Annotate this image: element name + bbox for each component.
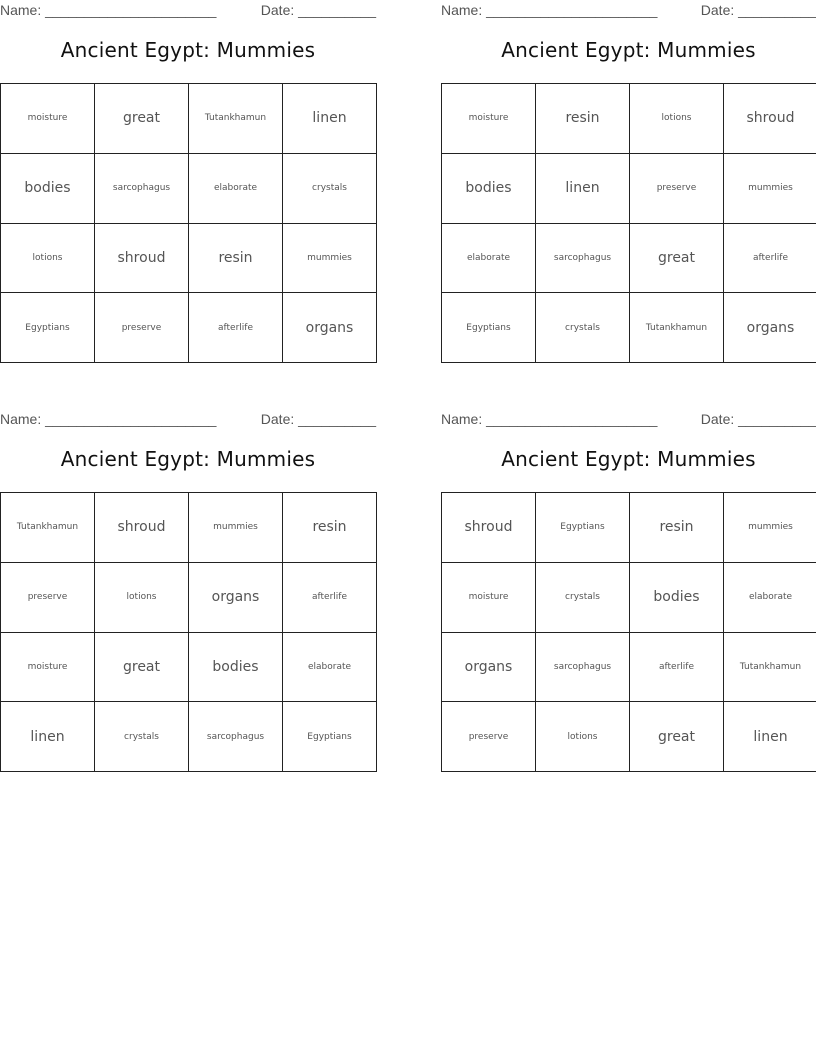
grid-cell: resin <box>189 223 283 293</box>
grid-cell: resin <box>283 493 377 563</box>
grid-cell: lotions <box>95 562 189 632</box>
name-field-label: Name: ______________________ <box>0 2 217 18</box>
grid-row <box>1 223 377 293</box>
grid-cell: Tutankhamun <box>1 493 95 563</box>
card-header <box>441 409 816 431</box>
grid-row <box>442 153 816 223</box>
card-header <box>0 409 376 431</box>
grid-cell: resin <box>536 84 630 154</box>
grid-cell: Egyptians <box>283 702 377 772</box>
grid-cell: linen <box>283 84 377 154</box>
grid-cell: great <box>95 84 189 154</box>
grid-cell: resin <box>630 493 724 563</box>
grid-cell: elaborate <box>724 562 816 632</box>
bingo-grid <box>0 492 377 772</box>
grid-row <box>1 562 377 632</box>
date-field-label: Date: __________ <box>700 411 816 427</box>
grid-cell: elaborate <box>283 632 377 702</box>
grid-row <box>1 702 377 772</box>
grid-cell: lotions <box>630 84 724 154</box>
date-field-label: Date: __________ <box>260 411 376 427</box>
bingo-card <box>0 409 376 745</box>
grid-row <box>442 223 816 293</box>
grid-cell: elaborate <box>442 223 536 293</box>
grid-cell: sarcophagus <box>536 632 630 702</box>
grid-cell: Tutankhamun <box>189 84 283 154</box>
grid-row <box>442 84 816 154</box>
grid-cell: linen <box>724 702 816 772</box>
grid-cell: moisture <box>1 632 95 702</box>
grid-cell: sarcophagus <box>536 223 630 293</box>
grid-cell: crystals <box>95 702 189 772</box>
grid-cell: bodies <box>442 153 536 223</box>
card-title: Ancient Egypt: Mummies <box>501 447 756 471</box>
grid-cell: shroud <box>724 84 816 154</box>
grid-cell: Egyptians <box>442 293 536 363</box>
grid-cell: organs <box>724 293 816 363</box>
grid-row <box>442 493 816 563</box>
bingo-grid <box>0 83 377 363</box>
bingo-card <box>0 0 376 336</box>
grid-cell: great <box>630 223 724 293</box>
grid-cell: moisture <box>1 84 95 154</box>
grid-cell: Egyptians <box>536 493 630 563</box>
grid-cell: elaborate <box>189 153 283 223</box>
grid-cell: crystals <box>536 293 630 363</box>
bingo-grid <box>441 492 816 772</box>
grid-row <box>442 702 816 772</box>
grid-cell: lotions <box>1 223 95 293</box>
grid-row <box>442 293 816 363</box>
grid-cell: afterlife <box>724 223 816 293</box>
bingo-grid <box>441 83 816 363</box>
grid-cell: mummies <box>189 493 283 563</box>
grid-row <box>1 84 377 154</box>
grid-cell: crystals <box>283 153 377 223</box>
card-title: Ancient Egypt: Mummies <box>501 38 756 62</box>
grid-cell: shroud <box>95 223 189 293</box>
grid-cell: afterlife <box>189 293 283 363</box>
grid-cell: sarcophagus <box>95 153 189 223</box>
grid-cell: preserve <box>442 702 536 772</box>
grid-cell: shroud <box>95 493 189 563</box>
date-field-label: Date: __________ <box>260 2 376 18</box>
grid-cell: moisture <box>442 84 536 154</box>
grid-cell: afterlife <box>283 562 377 632</box>
grid-cell: organs <box>283 293 377 363</box>
grid-cell: Tutankhamun <box>724 632 816 702</box>
grid-cell: preserve <box>95 293 189 363</box>
grid-cell: preserve <box>1 562 95 632</box>
grid-cell: sarcophagus <box>189 702 283 772</box>
card-title: Ancient Egypt: Mummies <box>60 38 316 62</box>
grid-cell: linen <box>536 153 630 223</box>
grid-cell: preserve <box>630 153 724 223</box>
name-field-label: Name: ______________________ <box>441 2 658 18</box>
card-title: Ancient Egypt: Mummies <box>60 447 316 471</box>
card-header <box>441 0 816 22</box>
grid-cell: afterlife <box>630 632 724 702</box>
grid-cell: mummies <box>724 493 816 563</box>
grid-row <box>442 562 816 632</box>
bingo-card <box>441 409 816 745</box>
grid-cell: bodies <box>630 562 724 632</box>
grid-cell: organs <box>442 632 536 702</box>
grid-row <box>1 293 377 363</box>
grid-cell: great <box>630 702 724 772</box>
grid-cell: bodies <box>189 632 283 702</box>
grid-row <box>1 632 377 702</box>
grid-row <box>1 153 377 223</box>
grid-cell: organs <box>189 562 283 632</box>
grid-cell: mummies <box>724 153 816 223</box>
date-field-label: Date: __________ <box>700 2 816 18</box>
card-header <box>0 0 376 22</box>
grid-cell: linen <box>1 702 95 772</box>
grid-cell: Egyptians <box>1 293 95 363</box>
grid-row <box>442 632 816 702</box>
name-field-label: Name: ______________________ <box>0 411 217 427</box>
grid-cell: Tutankhamun <box>630 293 724 363</box>
bingo-card <box>441 0 816 336</box>
grid-cell: mummies <box>283 223 377 293</box>
grid-cell: lotions <box>536 702 630 772</box>
grid-cell: moisture <box>442 562 536 632</box>
name-field-label: Name: ______________________ <box>441 411 658 427</box>
grid-cell: great <box>95 632 189 702</box>
grid-cell: crystals <box>536 562 630 632</box>
grid-row <box>1 493 377 563</box>
grid-cell: shroud <box>442 493 536 563</box>
grid-cell: bodies <box>1 153 95 223</box>
